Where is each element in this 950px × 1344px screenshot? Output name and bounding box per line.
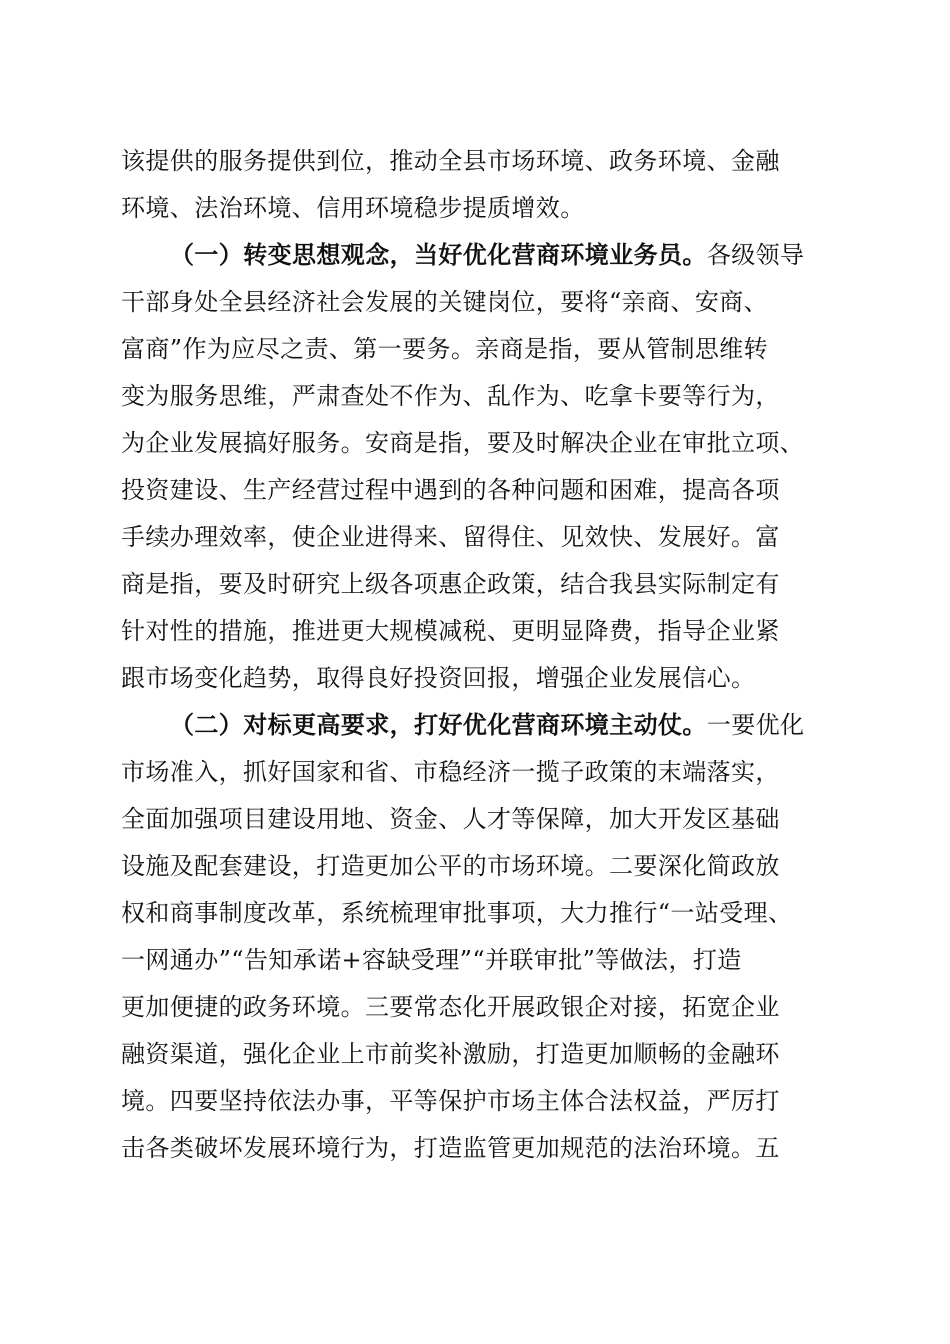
text-line [121, 752, 841, 792]
text-line [121, 470, 841, 510]
line-text: 权和商事制度改革，系统梳理审批事项，大力推行“一站受理、 [121, 899, 793, 927]
text-line [121, 188, 841, 228]
line-text: 为企业发展搞好服务。安商是指，要及时解决企业在审批立项、 [121, 429, 805, 457]
text-line [121, 376, 841, 416]
line-text: 变为服务思维，严肃查处不作为、乱作为、吃拿卡要等行为， [121, 382, 780, 410]
text-line [121, 846, 841, 886]
line-text: 手续办理效率，使企业进得来、留得住、见效快、发展好。富 [121, 523, 780, 551]
text-line [121, 329, 841, 369]
line-text: 各级领导 [706, 241, 805, 269]
section-heading-line [170, 235, 890, 275]
text-line [121, 799, 841, 839]
line-text: 干部身处全县经济社会发展的关键岗位，要将“亲商、安商、 [121, 288, 769, 316]
line-text: 设施及配套建设，打造更加公平的市场环境。二要深化简政放 [121, 852, 780, 880]
section-heading-line [170, 705, 890, 745]
text-line [121, 658, 841, 698]
text-line [121, 940, 841, 980]
text-line [121, 987, 841, 1027]
line-text: 境。四要坚持依法办事，平等保护市场主体合法权益，严厉打 [121, 1087, 780, 1115]
line-text: 针对性的措施，推进更大规模减税、更明显降费，指导企业紧 [121, 617, 780, 645]
line-text: 商是指，要及时研究上级各项惠企政策，结合我县实际制定有 [121, 570, 780, 598]
line-text: 全面加强项目建设用地、资金、人才等保障，加大开发区基础 [121, 805, 780, 833]
text-line [121, 141, 841, 181]
section-heading: （一）转变思想观念，当好优化营商环境业务员。 [170, 240, 707, 269]
line-text: 更加便捷的政务环境。三要常态化开展政银企对接，拓宽企业 [121, 993, 780, 1021]
text-line [121, 1081, 841, 1121]
text-line [121, 1034, 841, 1074]
line-text: 一网通办”“告知承诺+容缺受理”“并联审批”等做法，打造 [121, 946, 742, 974]
line-text: 环境、法治环境、信用环境稳步提质增效。 [121, 194, 585, 222]
text-line [121, 564, 841, 604]
text-line [121, 1128, 841, 1168]
line-text: 市场准入，抓好国家和省、市稳经济一揽子政策的末端落实， [121, 758, 780, 786]
section-heading: （二）对标更高要求，打好优化营商环境主动仗。 [170, 710, 707, 739]
line-text: 跟市场变化趋势，取得良好投资回报，增强企业发展信心。 [121, 664, 756, 692]
text-line [121, 517, 841, 557]
text-line [121, 423, 841, 463]
text-line [121, 282, 841, 322]
line-text: 融资渠道，强化企业上市前奖补激励，打造更加顺畅的金融环 [121, 1040, 780, 1068]
line-text: 击各类破坏发展环境行为，打造监管更加规范的法治环境。五 [121, 1134, 780, 1162]
line-text: 一要优化 [706, 711, 805, 739]
text-line [121, 611, 841, 651]
text-line [121, 893, 841, 933]
line-text: 富商”作为应尽之责、第一要务。亲商是指，要从管制思维转 [121, 335, 769, 363]
line-text: 投资建设、生产经营过程中遇到的各种问题和困难，提高各项 [121, 476, 780, 504]
line-text: 该提供的服务提供到位，推动全县市场环境、政务环境、金融 [121, 147, 780, 175]
